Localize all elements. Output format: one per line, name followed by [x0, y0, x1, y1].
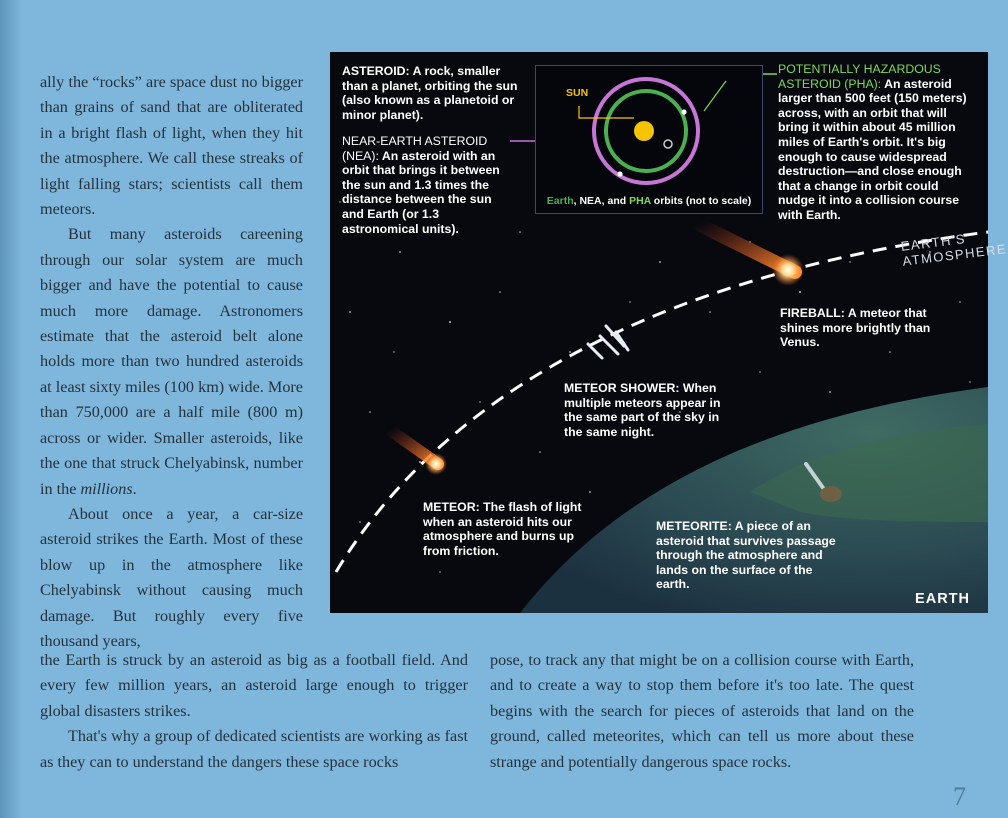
fireball-def: A meteor that shines more brightly than Venus.: [780, 306, 931, 350]
nea-term: NEAR-EARTH ASTEROID (NEA):: [342, 134, 488, 163]
paragraph: [40, 222, 303, 501]
asteroid-definition: [342, 64, 527, 122]
sun-connector: [579, 106, 634, 118]
meteorite-def: A piece of an asteroid that survives passage through the atmosphere and lands on the surface of the earth.: [656, 519, 836, 592]
meteorite-rock: [820, 486, 842, 502]
paragraph: That's why a group of dedicated scientists are working as fast as they can to understand the dangers these space rocks: [40, 727, 468, 771]
meteorite-term: METEORITE:: [656, 519, 732, 533]
sun-label: SUN: [566, 87, 589, 99]
atmosphere-label: EARTH'S ATMOSPHERE: [899, 231, 1008, 269]
caption-earth: Earth: [546, 195, 574, 207]
meteor-glow: [425, 453, 447, 475]
nea-def: An asteroid with an orbit that brings it between the sun and 1.3 times the distance between the sun and Earth (or 1.3 astronomical units).: [342, 148, 500, 236]
page-gutter-shade: [0, 0, 22, 818]
paragraph: About once a year, a car-size asteroid strikes the Earth. Most of these blow up in the atmosphere like Chelyabinsk without causing much damage. But roughly every five thousand years,: [40, 504, 303, 650]
earth-marker: [681, 109, 686, 114]
meteorite-definition: [656, 519, 836, 592]
pha-definition: [778, 62, 970, 223]
nea-marker: [617, 171, 622, 176]
paragraph: pose, to track any that might be on a collision course with Earth, and to create a way to stop them before it's too late. The quest begins with the search for pieces of asteroids that land on the ground, called meteorites, which can tell us more about these strange and potentially dangerous space rocks.: [490, 651, 914, 771]
fireball-definition: [780, 306, 955, 350]
inset-caption: [536, 195, 762, 207]
paragraph-text: .: [132, 479, 137, 498]
paragraph: the Earth is struck by an asteroid as big as a football field. And every few million years, an asteroid large enough to trigger global disasters strikes.: [40, 651, 468, 720]
nea-definition: [342, 134, 512, 236]
shower-term: METEOR SHOWER:: [564, 381, 680, 395]
meteor-definition: [423, 500, 593, 558]
paragraph: ally the “rocks” are space dust no bigger than grains of sand that are obliterated in a bright flash of light, when they hit the atmosphere. We call these streaks of light falling stars; scientists call them meteors.: [40, 73, 303, 219]
meteor-def: The flash of light when an asteroid hits our atmosphere and burns up from friction.: [423, 500, 582, 558]
bottom-right-text-column: [490, 648, 914, 775]
pha-inner-connector: [704, 81, 726, 111]
meteor-term: METEOR:: [423, 500, 480, 514]
asteroid-infographic: [330, 52, 1008, 613]
asteroid-def: A rock, smaller than a planet, orbiting the sun (also known as a planetoid or minor planet).: [342, 64, 518, 122]
shower-def: When multiple meteors appear in the same part of the sky in the same night.: [564, 381, 721, 439]
paragraph-text: But many asteroids careening through our solar system are much bigger and have the potential to cause much more damage. Astronomers estimate that the asteroid belt alone holds more than two hundred asteroids at least sixty miles (100 km) wide. More than 750,000 are a half mile (800 m) across or wider. Smaller asteroids, like the one that struck Chelyabinsk, number in the: [40, 225, 303, 498]
earth-label: EARTH: [915, 591, 970, 607]
bottom-left-text-column: [40, 648, 468, 775]
pha-def: An asteroid larger than 500 feet (150 meters) across, with an orbit that will bring it within about 45 million miles of Earth's orbit. It's big enough to cause widespread destruction—and close enough that a change in orbit could nudge it into a collision course with Earth.: [778, 76, 967, 222]
emphasis-text: millions: [80, 479, 133, 498]
pha-marker: [664, 140, 672, 148]
left-text-column: [40, 70, 303, 654]
meteor-shower-definition: [564, 381, 734, 439]
sun-icon: [634, 121, 654, 141]
page-number: 7: [953, 782, 966, 811]
caption-end: orbits (not to scale): [650, 195, 752, 207]
pha-term: POTENTIALLY HAZARDOUS ASTEROID (PHA):: [778, 62, 941, 91]
asteroid-term: ASTEROID:: [342, 64, 410, 78]
caption-mid: , NEA, and: [573, 195, 630, 207]
fireball-glow: [772, 254, 804, 286]
caption-pha: PHA: [629, 195, 651, 207]
orbit-inset: [535, 65, 763, 214]
fireball-term: FIREBALL:: [780, 306, 845, 320]
